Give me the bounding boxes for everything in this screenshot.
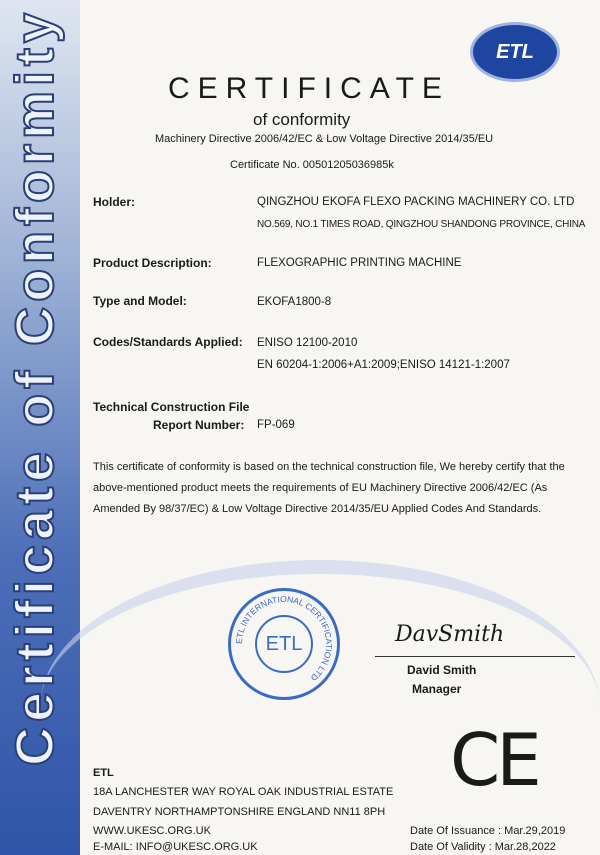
footer-website: WWW.UKESC.ORG.UK [93,825,211,837]
ce-mark: CE [450,718,538,802]
signature-line [375,656,575,657]
date-of-validity: Date Of Validity : Mar.28,2022 [410,841,556,853]
type-label: Type and Model: [93,294,187,308]
codes-line1: ENISO 12100-2010 [257,337,358,349]
side-title: Certificate of Conformity [5,7,65,766]
certificate-number: Certificate No. 00501205036985k [230,159,394,171]
certification-paragraph: This certificate of conformity is based on the technical construction file, We hereby certify that the above-mentioned product meets the requirements of EU Machinery Directive 2006/42/EC (As Amended By 98/37/EC) & Low Voltage Directive 2014/35/EU Applied Codes And Standards. [93,461,565,515]
codes-label: Codes/Standards Applied: [93,335,243,349]
footer-address2: DAVENTRY NORTHAMPTONSHIRE ENGLAND NN11 8PH [93,806,386,818]
signature: DavSmith [395,622,505,647]
stamp-ring-text: ETL INTERNATIONAL CERTIFICATION LTD [233,593,335,683]
etl-stamp [228,588,340,700]
holder-name: QINGZHOU EKOFA FLEXO PACKING MACHINERY CO. LTD [257,196,575,208]
footer-email: E-MAIL: INFO@UKESC.ORG.UK [93,841,258,853]
product-value: FLEXOGRAPHIC PRINTING MACHINE [257,257,462,269]
report-value: FP-069 [257,419,295,431]
holder-address: NO.569, NO.1 TIMES ROAD, QINGZHOU SHANDONG PROVINCE, CHINA [257,219,586,230]
subtitle: of conformity [253,110,351,129]
signer-name: David Smith [407,663,477,677]
footer-org: ETL [93,767,114,779]
report-label: Report Number: [153,418,245,432]
signer-role: Manager [412,682,462,696]
codes-line2: EN 60204-1:2006+A1:2009;ENISO 14121-1:2007 [257,359,510,371]
etl-logo: ETL [470,22,560,82]
stamp-center: ETL [255,615,313,673]
tcf-label: Technical Construction File [93,400,250,414]
footer-address1: 18A LANCHESTER WAY ROYAL OAK INDUSTRIAL ESTATE [93,786,394,798]
product-label: Product Description: [93,256,212,270]
page-title: CERTIFICATE [168,72,450,105]
date-of-issuance: Date Of Issuance : Mar.29,2019 [410,825,566,837]
directives: Machinery Directive 2006/42/EC & Low Voltage Directive 2014/35/EU [155,133,494,145]
type-value: EKOFA1800-8 [257,296,332,308]
holder-label: Holder: [93,195,135,209]
